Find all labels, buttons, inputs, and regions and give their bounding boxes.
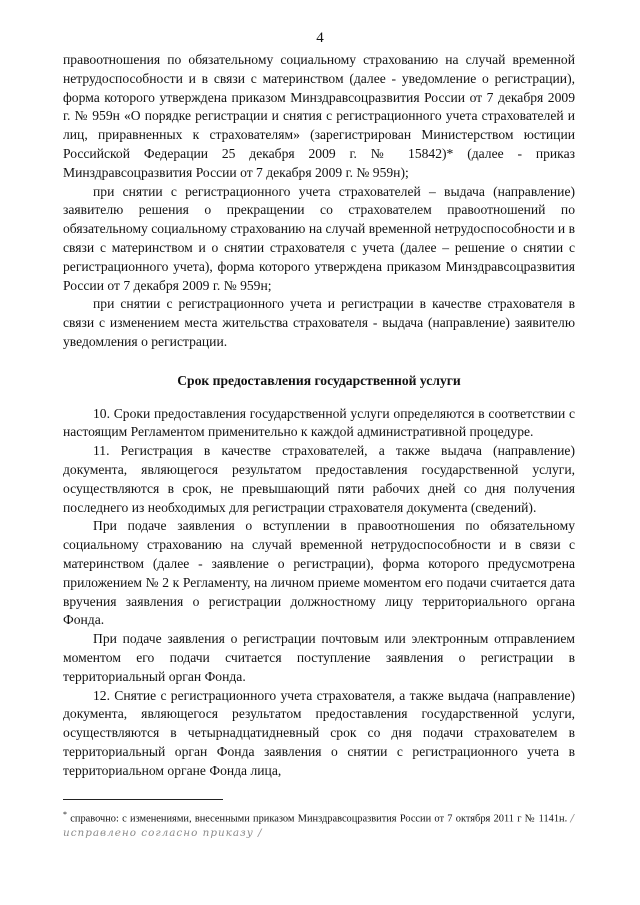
paragraph: При подаче заявления о вступлении в правоотношения по обязательному социальному страхованию на случай временной нетрудоспособности и в связи с материнством (далее - заявление о регистрации), форма которого предусмотрена приложением № 2 к Регламенту, на личном приеме моментом его подачи считается дата вручения заявления о регистрации должностному лицу территориального органа Фонда. bbox=[63, 518, 575, 628]
paragraph: 10. Сроки предоставления государственной услуги определяются в соответствии с настоящим Регламентом применительно к каждой административной процедуре. bbox=[63, 405, 575, 440]
paragraph: при снятии с регистрационного учета страхователей – выдача (направление) заявителю решения о прекращении со страхователем правоотношений по обязательному социальному страхованию на случай временной нетрудоспособности и в связи с материнством и о снятии страхователя с учета (далее – решение о снятии с регистрационного учета), форма которого утверждена приказом Минздравсоцразвития России от 7 декабря 2009 г. № 959н; bbox=[63, 183, 575, 293]
footnote bbox=[63, 807, 575, 841]
paragraph-continuation: правоотношения по обязательному социальному страхованию на случай временной нетрудоспособности и в связи с материнством (далее - уведомление о регистрации), форма которого утверждена приказом Минздравсоцразвития России от 7 декабря 2009 г. № 959н «О порядке регистрации и снятия с регистрационного учета страхователей и лиц, приравненных к страхователям» (зарегистрирован Министерством юстиции Российской Федерации 25 декабря 2009 г. № 15842)* (далее - приказ Минздравсоцразвития России от 7 декабря 2009 г. № 959н); bbox=[63, 52, 575, 180]
section-heading: Срок предоставления государственной услуги bbox=[177, 372, 461, 388]
handwritten-note: / исправлено согласно приказу / bbox=[63, 812, 575, 840]
footnote-text: справочно: с изменениями, внесенными приказом Минздравсоцразвития России от 7 октября 2011 г № 1141н. bbox=[70, 813, 568, 825]
document-body bbox=[63, 51, 575, 780]
page-number: 4 bbox=[316, 30, 324, 46]
paragraph: При подаче заявления о регистрации почтовым или электронным отправлением моментом его подачи считается поступление заявления о регистрации в территориальный орган Фонда. bbox=[63, 631, 575, 684]
paragraph: при снятии с регистрационного учета и регистрации в качестве страхователя в связи с изменением места жительства страхователя - выдача (направление) заявителю уведомления о регистрации. bbox=[63, 296, 575, 349]
paragraph: 11. Регистрация в качестве страхователей, а также выдача (направление) документа, являющегося результатом предоставления государственной услуги, осуществляются в срок, не превышающий пяти рабочих дней со дня получения последнего из необходимых для регистрации страхователя документа (сведений). bbox=[63, 443, 575, 515]
paragraph: 12. Снятие с регистрационного учета страхователя, а также выдача (направление) документа, являющегося результатом предоставления государственной услуги, осуществляются в четырнадцатидневный срок со дня подачи страхователем в территориальный орган Фонда заявления о снятии с регистрационного учета в территориальном органе Фонда лица, bbox=[63, 687, 575, 778]
footnote-marker: * bbox=[63, 810, 67, 819]
footnote-divider bbox=[63, 799, 223, 800]
